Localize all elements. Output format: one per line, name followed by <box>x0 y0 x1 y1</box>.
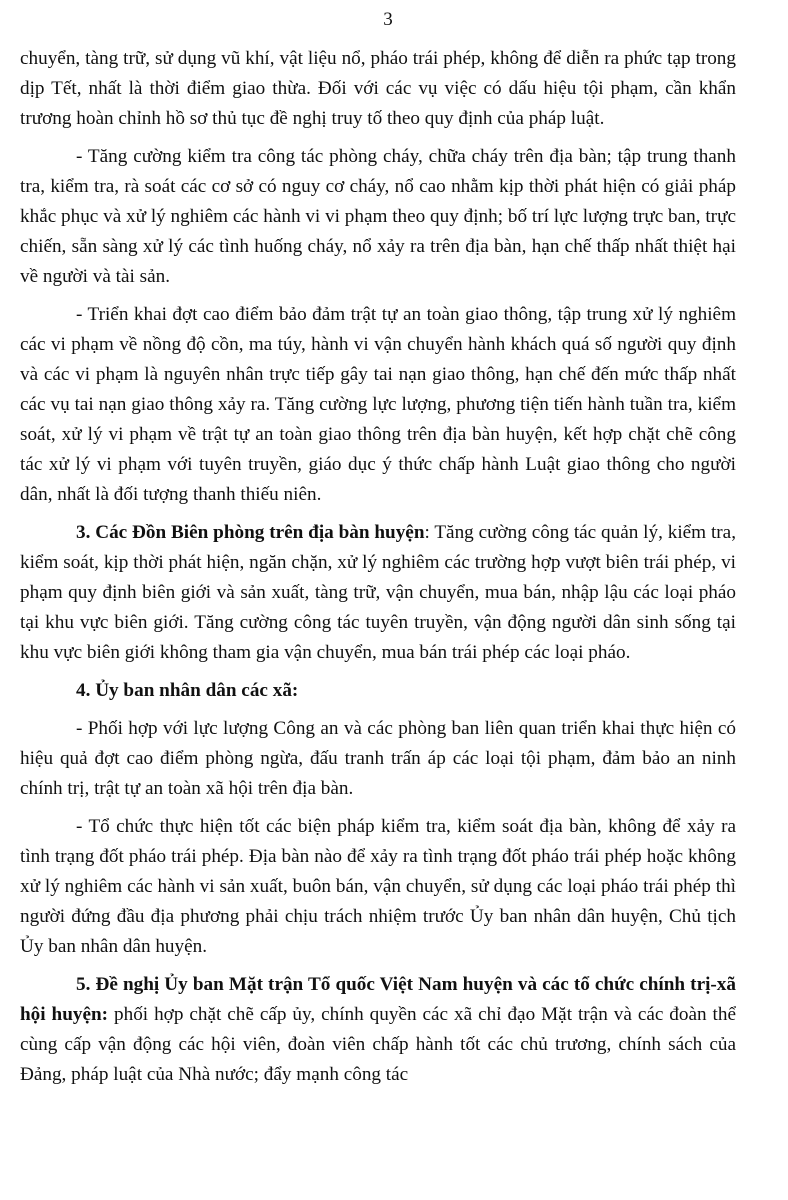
paragraph-continuation: chuyển, tàng trữ, sử dụng vũ khí, vật liệu nổ, pháo trái phép, không để diễn ra phức tạp trong dịp Tết, nhất là thời điểm giao thừa. Đối với các vụ việc có dấu hiệu tội phạm, cần khẩn trương hoàn chỉnh hồ sơ thủ tục đề nghị truy tố theo quy định của pháp luật. <box>20 48 736 129</box>
section-5-heading: 5. Đề nghị Ủy ban Mặt trận Tổ quốc Việt Nam huyện và các tổ chức chính trị-xã hội huyện: <box>20 974 736 1025</box>
section-5-fatherland-front <box>20 970 736 1090</box>
section-4-heading: 4. Ủy ban nhân dân các xã: <box>76 680 299 701</box>
section-5-body: phối hợp chặt chẽ cấp ủy, chính quyền các xã chỉ đạo Mặt trận và các đoàn thể cùng cấp vận động các hội viên, đoàn viên chấp hành tốt các chủ trương, chính sách của Đảng, pháp luật của Nhà nước; đẩy mạnh công tác <box>20 1004 736 1085</box>
section-3-body: : Tăng cường công tác quản lý, kiểm tra, kiểm soát, kịp thời phát hiện, ngăn chặn, xử lý nghiêm các trường hợp vượt biên trái phép, vi phạm quy định biên giới và sản xuất, tàng trữ, vận chuyển, mua bán, nhập lậu các loại pháo tại khu vực biên giới. Tăng cường công tác tuyên truyền, vận động người dân sinh sống tại khu vực biên giới không tham gia vận chuyển, mua bán trái phép các loại pháo. <box>20 522 736 663</box>
paragraph-fire-prevention: - Tăng cường kiểm tra công tác phòng cháy, chữa cháy trên địa bàn; tập trung thanh tra, kiểm tra, rà soát các cơ sở có nguy cơ cháy, nổ cao nhằm kịp thời phát hiện có giải pháp khắc phục và xử lý nghiêm các hành vi vi phạm theo quy định; bố trí lực lượng trực ban, trực chiến, sẵn sàng xử lý các tình huống cháy, nổ xảy ra trên địa bàn, hạn chế thấp nhất thiệt hại về người và tài sản. <box>20 146 736 287</box>
section-3-heading: 3. Các Đồn Biên phòng trên địa bàn huyện <box>76 522 425 543</box>
paragraph-commune-fireworks: - Tổ chức thực hiện tốt các biện pháp kiểm tra, kiểm soát địa bàn, không để xảy ra tình trạng đốt pháo trái phép. Địa bàn nào để xảy ra tình trạng đốt pháo trái phép hoặc không xử lý nghiêm các hành vi sản xuất, buôn bán, vận chuyển, sử dụng các loại pháo trái phép thì người đứng đầu địa phương phải chịu trách nhiệm trước Ủy ban nhân dân huyện, Chủ tịch Ủy ban nhân dân huyện. <box>20 816 736 957</box>
section-3-border-posts <box>20 518 736 668</box>
page-number: 3 <box>383 9 393 30</box>
paragraph-traffic-safety: - Triển khai đợt cao điểm bảo đảm trật tự an toàn giao thông, tập trung xử lý nghiêm các vi phạm về nồng độ cồn, ma túy, hành vi vận chuyển hành khách quá số người quy định và các vi phạm là nguyên nhân trực tiếp gây tai nạn giao thông, hạn chế đến mức thấp nhất các vụ tai nạn giao thông xảy ra. Tăng cường lực lượng, phương tiện tiến hành tuần tra, kiểm soát, xử lý vi phạm về trật tự an toàn giao thông trên địa bàn huyện, kết hợp chặt chẽ công tác xử lý vi phạm với tuyên truyền, giáo dục ý thức chấp hành Luật giao thông cho người dân, nhất là đối tượng thanh thiếu niên. <box>20 304 736 505</box>
paragraph-commune-coordination: - Phối hợp với lực lượng Công an và các phòng ban liên quan triển khai thực hiện có hiệu quả đợt cao điểm phòng ngừa, đấu tranh trấn áp các loại tội phạm, đảm bảo an ninh chính trị, trật tự an toàn xã hội trên địa bàn. <box>20 718 736 799</box>
